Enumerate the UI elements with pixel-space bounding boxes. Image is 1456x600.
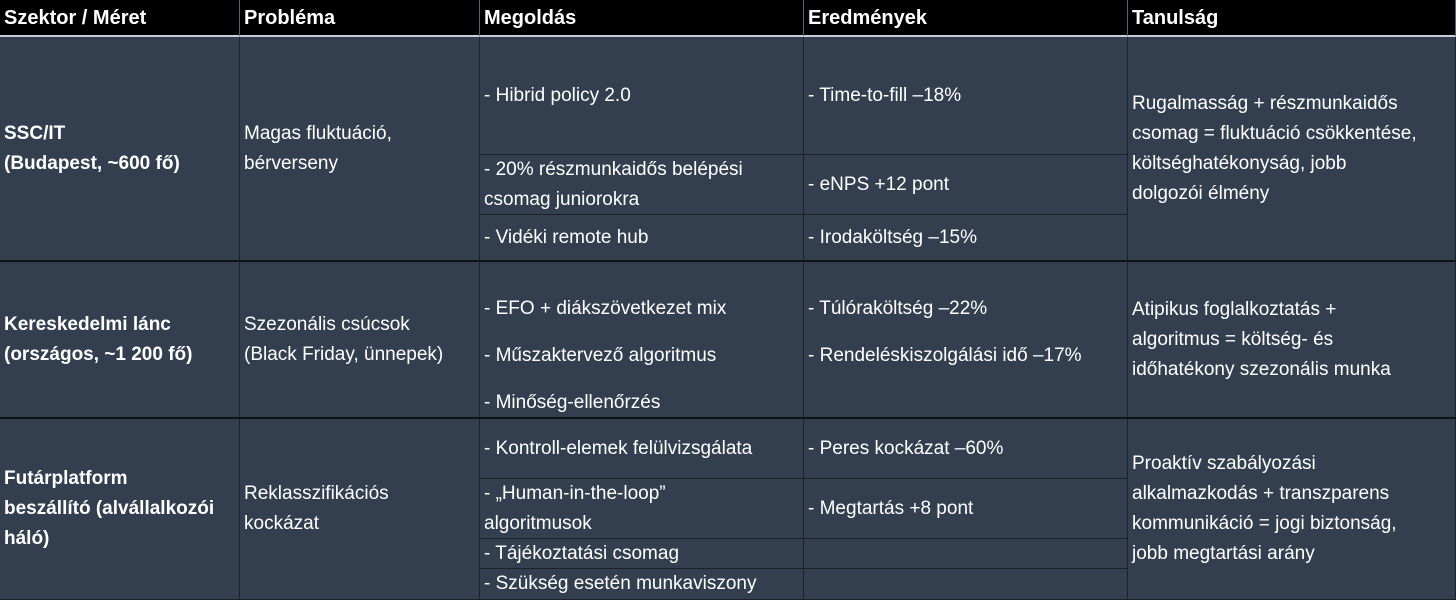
header-lesson-label: Tanulság	[1132, 6, 1219, 29]
row3-sector-text: Futárplatform beszállító (alvállalkozói háló)	[4, 468, 215, 549]
row1-problem	[240, 37, 480, 262]
row3-solution-2-text: - „Human-in-the-loop” algoritmusok	[484, 482, 666, 534]
row3-solution-4	[480, 569, 804, 600]
row1-solution-3-text: - Vidéki remote hub	[484, 226, 649, 248]
row1-solution-2-text: - 20% részmunkaidős belépési csomag juniorokra	[484, 158, 743, 210]
header-sector-label: Szektor / Méret	[4, 6, 147, 29]
row3-result-2-text: - Megtartás +8 pont	[808, 497, 974, 519]
row2-solution-1: - EFO + diákszövetkezet mix	[484, 298, 727, 319]
header-solution-label: Megoldás	[484, 6, 577, 29]
row3-result-1	[804, 419, 1128, 479]
row2-solution-3: - Minőség-ellenőrzés	[484, 392, 661, 413]
row2-results	[804, 262, 1128, 419]
row2-lesson	[1128, 262, 1456, 419]
row1-result-1	[804, 37, 1128, 155]
row2-sector-text: Kereskedelmi lánc (országos, ~1 200 fő)	[4, 313, 193, 365]
row2-result-2: - Rendeléskiszolgálási idő –17%	[808, 345, 1082, 366]
row1-result-2	[804, 155, 1128, 215]
row3-problem-text: Reklasszifikációs kockázat	[244, 483, 389, 534]
row3-solution-1	[480, 419, 804, 479]
header-sector	[0, 0, 240, 37]
row2-lesson-text: Atipikus foglalkoztatás + algoritmus = költség- és időhatékony szezonális munka	[1132, 298, 1391, 380]
row1-lesson-text: Rugalmasság + részmunkaidős csomag = fluktuáció csökkentése, költséghatékonyság, jobb dolgozói élmény	[1132, 92, 1417, 204]
row1-result-3-text: - Irodaköltség –15%	[808, 226, 977, 248]
row2-problem-text: Szezonális csúcsok (Black Friday, ünnepek)	[244, 313, 444, 365]
row3-sector	[0, 419, 240, 600]
row1-sector-text: SSC/IT (Budapest, ~600 fő)	[4, 122, 180, 174]
row3-lesson-text: Proaktív szabályozási alkalmazkodás + transzparens kommunikáció = jogi biztonság, jobb megtartási arány	[1132, 453, 1397, 564]
row1-solution-1-text: - Hibrid policy 2.0	[484, 84, 631, 106]
row3-lesson	[1128, 419, 1456, 600]
row3-result-empty-1	[804, 539, 1128, 569]
row1-result-1-text: - Time-to-fill –18%	[808, 84, 962, 106]
row3-solution-3-text: - Tájékoztatási csomag	[484, 542, 680, 564]
header-problem-label: Probléma	[244, 6, 336, 29]
row1-solution-2	[480, 155, 804, 215]
row2-result-1: - Túlóraköltség –22%	[808, 298, 988, 319]
row3-result-1-text: - Peres kockázat –60%	[808, 437, 1004, 459]
row1-solution-1	[480, 37, 804, 155]
header-lesson	[1128, 0, 1456, 37]
row3-problem	[240, 419, 480, 600]
row2-sector	[0, 262, 240, 419]
row2-solution-2: - Műszaktervező algoritmus	[484, 345, 717, 366]
header-results	[804, 0, 1128, 37]
row1-result-3	[804, 215, 1128, 262]
header-problem	[240, 0, 480, 37]
row1-lesson	[1128, 37, 1456, 262]
row1-solution-3	[480, 215, 804, 262]
row2-problem	[240, 262, 480, 419]
header-solution	[480, 0, 804, 37]
row3-solution-1-text: - Kontroll-elemek felülvizsgálata	[484, 437, 753, 459]
row1-result-2-text: - eNPS +12 pont	[808, 173, 950, 195]
header-results-label: Eredmények	[808, 6, 927, 29]
row2-solution-list	[484, 285, 726, 419]
row3-result-empty-2	[804, 569, 1128, 600]
row3-result-2	[804, 479, 1128, 539]
row1-sector	[0, 37, 240, 262]
row3-solution-4-text: - Szükség esetén munkaviszony	[484, 573, 757, 594]
row3-solution-2	[480, 479, 804, 539]
row2-solutions	[480, 262, 804, 419]
row3-solution-3	[480, 539, 804, 569]
row2-result-list	[808, 285, 1082, 379]
row1-problem-text: Magas fluktuáció, bérverseny	[244, 122, 392, 174]
